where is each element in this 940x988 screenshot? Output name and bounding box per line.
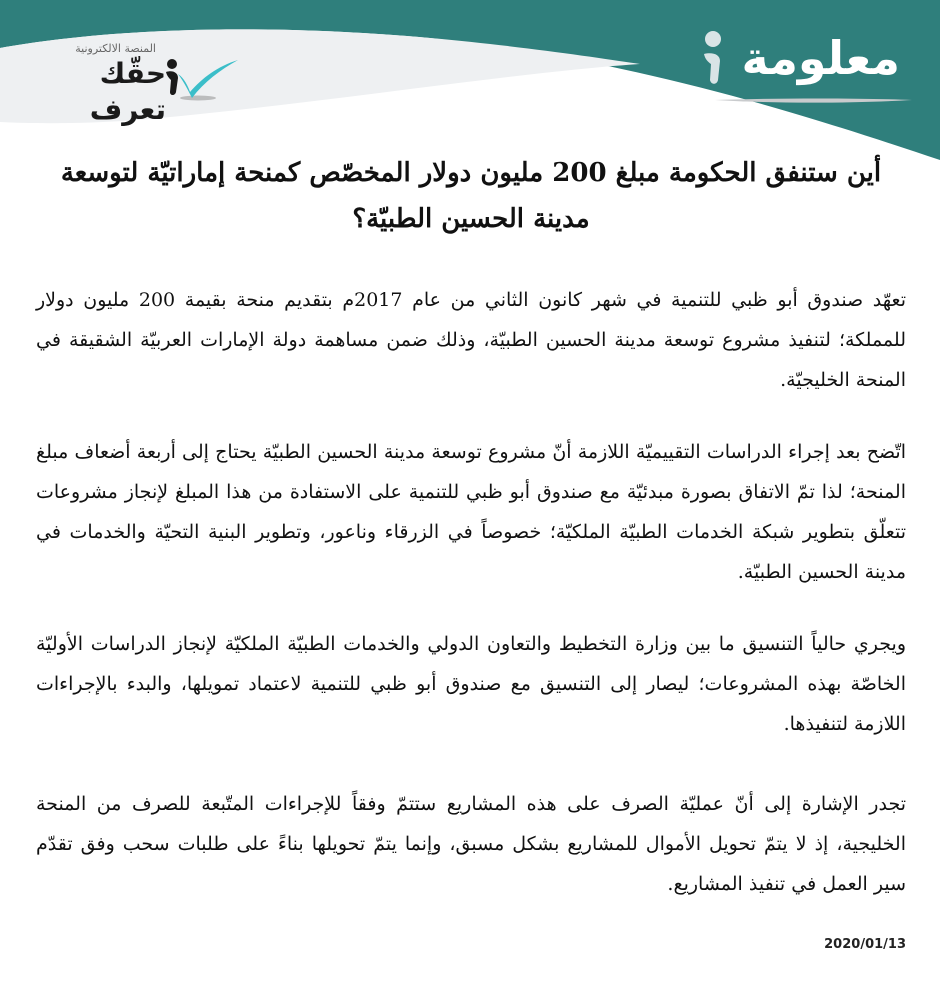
brand-malooma [694,28,900,88]
brand-name: حقّك تعرف [89,57,166,126]
brand-haqqak-taaref [36,42,236,126]
article-paragraph-1: تعهّد صندوق أبو ظبي للتنمية في شهر كانون الثاني من عام 2017م بتقديم منحة بقيمة 200 مليون دولار للمملكة؛ لتنفيذ مشروع توسعة مدينة الحسين الطبيّة، وذلك ضمن مساهمة دولة الإمارات العربيّة الشقيقة في المنحة الخليجيّة. [36,289,906,391]
publish-date: 2020/01/13 [824,937,906,952]
article-paragraph-2: اتّضح بعد إجراء الدراسات التقييميّة اللازمة أنّ مشروع توسعة مدينة الحسين الطبيّة يحتاج إلى أربعة أضعاف مبلغ المنحة؛ لذا تمّ الاتفاق بصورة مبدئيّة مع صندوق أبو ظبي للتنمية على الاستفادة من هذا المبلغ لإنجاز مشروعات تتعلّق بتطوير شبكة الخدمات الطبيّة الملكيّة؛ خصوصاً في الزرقاء وناعور، وتطوير البنية التحيّة والخدمات في مدينة الحسين الطبيّة. [36,441,906,583]
article-headline: أين ستنفق الحكومة مبلغ 200 مليون دولار المخصّص كمنحة إماراتيّة لتوسعة مدينة الحسين الطبيّة؟ [60,158,882,234]
article-paragraph-4: تجدر الإشارة إلى أنّ عمليّة الصرف على هذه المشاريع ستتمّ وفقاً للإجراءات المتّبعة للصرف من المنحة الخليجية، إذ لا يتمّ تحويل الأموال للمشاريع بشكل مسبق، وإنما يتمّ تحويلها بناءً على طلبات سحب وفق تقدّم سير العمل في تنفيذ المشاريع. [36,793,906,895]
brand-subtitle: المنصة الالكترونية [75,42,156,55]
article-paragraph-3: ويجري حالياً التنسيق ما بين وزارة التخطيط والتعاون الدولي والخدمات الطبيّة الملكيّة لإنجاز الدراسات الأوليّة الخاصّة بهذه المشروعات؛ ليصار إلى التنسيق مع صندوق أبو ظبي للتنمية لاعتماد تمويلها، والبدء بالإجراءات اللازمة لتنفيذها. [36,633,906,735]
brand-malooma-title: معلومة [741,31,900,85]
header-banner [0,0,940,175]
info-i-icon [694,28,728,88]
